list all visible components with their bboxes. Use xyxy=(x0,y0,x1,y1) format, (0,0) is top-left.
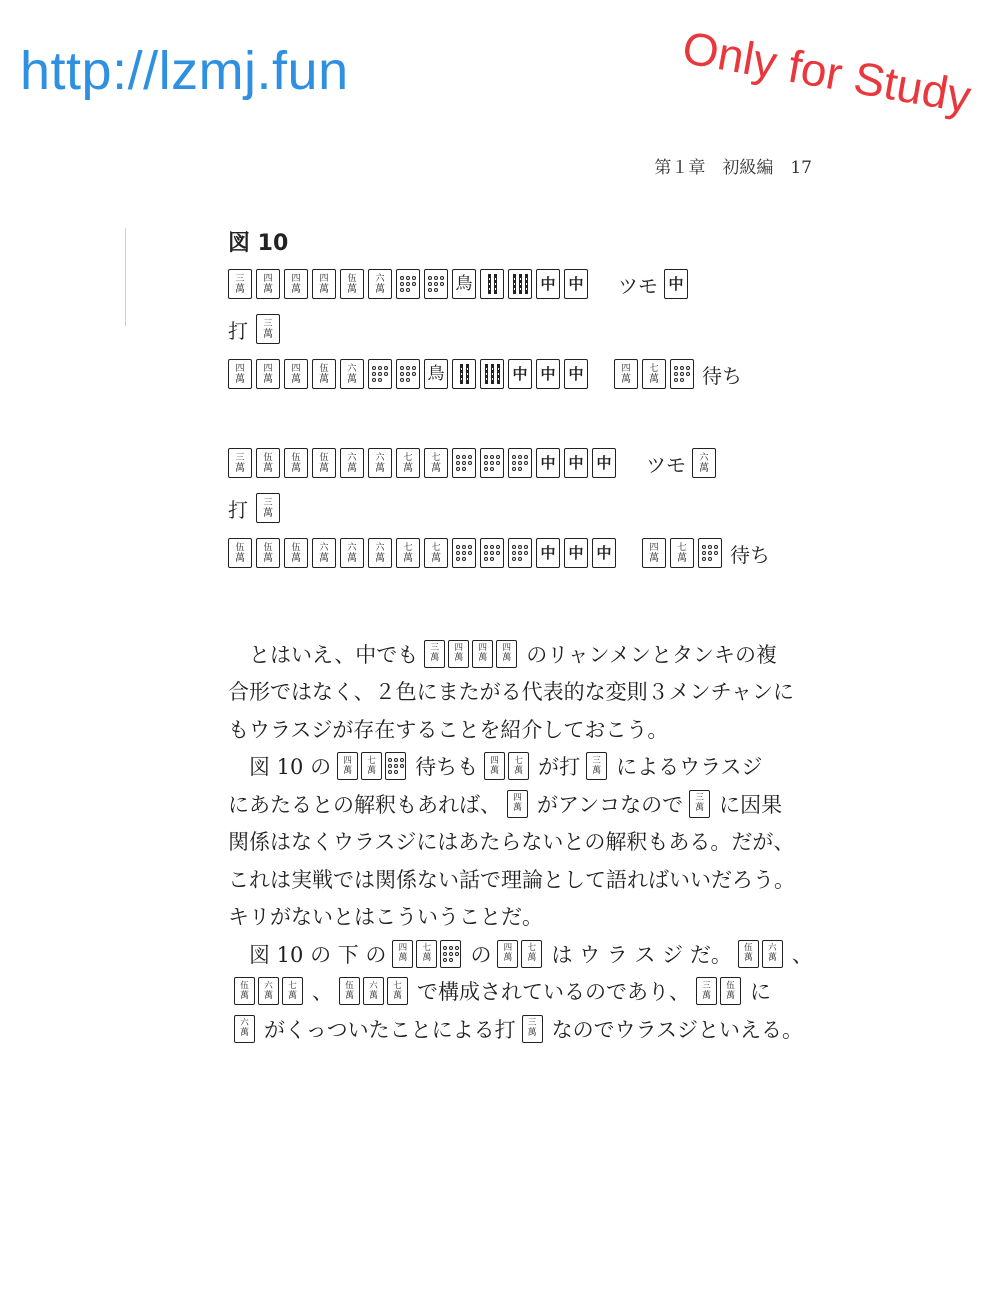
mahjong-tile-zh: 中 xyxy=(564,359,588,389)
mahjong-tile-m4: 四 萬 xyxy=(284,359,308,389)
tile-group xyxy=(392,940,464,968)
paragraph-line xyxy=(228,935,828,973)
mahjong-tile-m5: 伍 萬 xyxy=(340,269,364,299)
mahjong-tile-m4: 四 萬 xyxy=(256,359,280,389)
mahjong-tile-m6: 六 萬 xyxy=(368,448,392,478)
tile-group xyxy=(234,1015,258,1043)
mahjong-tile-m7: 七 萬 xyxy=(416,940,437,968)
mahjong-tile-m5: 伍 萬 xyxy=(256,448,280,478)
text-run: がアンコなので xyxy=(537,792,684,817)
paragraph-line xyxy=(228,973,828,1011)
mahjong-tile-zh: 中 xyxy=(564,538,588,568)
margin-rule xyxy=(125,228,126,326)
tile-group xyxy=(339,977,411,1005)
wait-label: 待ち xyxy=(702,363,742,388)
paragraph-line xyxy=(228,785,828,823)
text-run: は ウ ラ ス ジ だ。 xyxy=(551,942,732,967)
mahjong-tile-m5: 伍 萬 xyxy=(284,538,308,568)
mahjong-tile-m7: 七 萬 xyxy=(361,752,382,780)
mahjong-tile-p8 xyxy=(368,359,392,389)
figure-line xyxy=(228,491,284,525)
mahjong-tile-m5: 伍 萬 xyxy=(720,977,741,1005)
mahjong-tile-m4: 四 萬 xyxy=(614,359,638,389)
paragraph-line xyxy=(228,748,828,786)
tile-group xyxy=(664,269,692,299)
mahjong-tile-zh: 中 xyxy=(564,269,588,299)
mahjong-tile-m4: 四 萬 xyxy=(484,752,505,780)
mahjong-tile-m3: 三 萬 xyxy=(586,752,607,780)
tile-group xyxy=(586,752,610,780)
text-run: が打 xyxy=(538,755,581,780)
paragraph-line xyxy=(228,635,828,673)
mahjong-tile-p8 xyxy=(396,269,420,299)
mahjong-tile-p8 xyxy=(670,359,694,389)
mahjong-tile-m3: 三 萬 xyxy=(424,640,445,668)
tile-group xyxy=(522,1015,546,1043)
tile-group xyxy=(689,790,713,818)
mahjong-tile-m6: 六 萬 xyxy=(692,448,716,478)
mahjong-tile-m6: 六 萬 xyxy=(368,538,392,568)
mahjong-tile-zh: 中 xyxy=(536,269,560,299)
mahjong-tile-s3 xyxy=(508,269,532,299)
mahjong-tile-m7: 七 萬 xyxy=(508,752,529,780)
tile-label: ツモ xyxy=(646,452,686,477)
mahjong-tile-zh: 中 xyxy=(536,448,560,478)
mahjong-tile-m4: 四 萬 xyxy=(448,640,469,668)
text-run: なのでウラスジといえる。 xyxy=(551,1017,803,1042)
mahjong-tile-m7: 七 萬 xyxy=(424,538,448,568)
mahjong-tile-m7: 七 萬 xyxy=(396,448,420,478)
text-run: 図 10 の 下 の xyxy=(228,942,387,967)
figure-line xyxy=(228,267,692,301)
mahjong-tile-m4: 四 萬 xyxy=(256,269,280,299)
mahjong-tile-s3 xyxy=(480,359,504,389)
tile-group xyxy=(337,752,409,780)
mahjong-tile-m7: 七 萬 xyxy=(642,359,666,389)
tile-group xyxy=(497,940,545,968)
text-run: 図 10 の xyxy=(228,755,332,780)
mahjong-tile-m5: 伍 萬 xyxy=(738,940,759,968)
text-run: とはいえ、中でも xyxy=(228,642,419,667)
mahjong-tile-zh: 中 xyxy=(592,448,616,478)
mahjong-tile-zh: 中 xyxy=(508,359,532,389)
paragraph-line xyxy=(228,1010,828,1048)
mahjong-tile-p8 xyxy=(424,269,448,299)
mahjong-tile-m6: 六 萬 xyxy=(368,269,392,299)
body-paragraph xyxy=(228,635,828,1048)
text-run: で構成されているのであり、 xyxy=(417,980,690,1005)
mahjong-tile-m4: 四 萬 xyxy=(507,790,528,818)
text-run: にあたるとの解釈もあれば、 xyxy=(228,792,501,817)
tile-group xyxy=(228,538,620,568)
tile-group xyxy=(642,538,726,568)
mahjong-tile-m5: 伍 萬 xyxy=(339,977,360,1005)
text-run: の xyxy=(470,942,492,967)
mahjong-tile-m4: 四 萬 xyxy=(642,538,666,568)
text-run: によるウラスジ xyxy=(616,755,763,780)
mahjong-tile-p8 xyxy=(508,448,532,478)
tile-group xyxy=(614,359,698,389)
tile-group xyxy=(256,314,284,344)
tile-group xyxy=(234,977,306,1005)
paragraph-line xyxy=(228,860,828,898)
mahjong-tile-zh: 中 xyxy=(664,269,688,299)
mahjong-tile-m5: 伍 萬 xyxy=(228,538,252,568)
mahjong-tile-s2 xyxy=(480,269,504,299)
figure-title: 図 10 xyxy=(228,231,289,256)
paragraph-line xyxy=(228,673,828,711)
mahjong-tile-zh: 中 xyxy=(564,448,588,478)
mahjong-tile-m4: 四 萬 xyxy=(497,940,518,968)
mahjong-tile-m7: 七 萬 xyxy=(424,448,448,478)
mahjong-tile-p8 xyxy=(452,538,476,568)
tile-group xyxy=(228,359,592,389)
text-run: に xyxy=(750,980,771,1005)
text-run: 、 xyxy=(312,980,333,1005)
paragraph-line xyxy=(228,823,828,861)
mahjong-tile-m6: 六 萬 xyxy=(340,448,364,478)
mahjong-tile-m4: 四 萬 xyxy=(228,359,252,389)
mahjong-tile-s1: 鳥 xyxy=(424,359,448,389)
mahjong-tile-m3: 三 萬 xyxy=(522,1015,543,1043)
tile-group xyxy=(256,493,284,523)
mahjong-tile-m6: 六 萬 xyxy=(312,538,336,568)
tile-group xyxy=(424,640,520,668)
mahjong-tile-m3: 三 萬 xyxy=(228,448,252,478)
mahjong-tile-m5: 伍 萬 xyxy=(234,977,255,1005)
text-run: 関係はなくウラスジにはあたらないとの解釈もある。だが、 xyxy=(228,830,795,855)
mahjong-tile-m3: 三 萬 xyxy=(256,493,280,523)
mahjong-tile-s2 xyxy=(452,359,476,389)
text-run: に因果 xyxy=(719,792,783,817)
mahjong-tile-m3: 三 萬 xyxy=(256,314,280,344)
paragraph-line xyxy=(228,710,828,748)
watermark-study: Only for Study xyxy=(678,20,975,123)
mahjong-tile-m4: 四 萬 xyxy=(472,640,493,668)
mahjong-tile-m3: 三 萬 xyxy=(228,269,252,299)
mahjong-tile-p8 xyxy=(698,538,722,568)
mahjong-tile-p8 xyxy=(385,752,406,780)
mahjong-tile-m4: 四 萬 xyxy=(284,269,308,299)
mahjong-tile-m6: 六 萬 xyxy=(234,1015,255,1043)
mahjong-tile-s1: 鳥 xyxy=(452,269,476,299)
tile-group xyxy=(692,448,720,478)
figure-line xyxy=(228,446,720,480)
mahjong-tile-m6: 六 萬 xyxy=(762,940,783,968)
mahjong-tile-p8 xyxy=(480,538,504,568)
mahjong-tile-m5: 伍 萬 xyxy=(312,359,336,389)
mahjong-tile-m4: 四 萬 xyxy=(392,940,413,968)
text-run: のリャンメンとタンキの複 xyxy=(526,642,778,667)
mahjong-tile-m7: 七 萬 xyxy=(387,977,408,1005)
text-run: がくっついたことによる打 xyxy=(264,1017,516,1042)
mahjong-tile-m7: 七 萬 xyxy=(396,538,420,568)
mahjong-tile-m4: 四 萬 xyxy=(312,269,336,299)
mahjong-tile-p8 xyxy=(452,448,476,478)
mahjong-tile-m5: 伍 萬 xyxy=(284,448,308,478)
tile-label: 打 xyxy=(228,318,248,343)
mahjong-tile-m5: 伍 萬 xyxy=(256,538,280,568)
mahjong-tile-m4: 四 萬 xyxy=(337,752,358,780)
text-run: もウラスジが存在することを紹介しておこう。 xyxy=(228,717,669,742)
mahjong-tile-zh: 中 xyxy=(536,359,560,389)
text-run: 合形ではなく、２色にまたがる代表的な変則３メンチャンに xyxy=(228,680,794,705)
tile-group xyxy=(228,269,592,299)
mahjong-tile-m6: 六 萬 xyxy=(340,538,364,568)
tile-label: 打 xyxy=(228,497,248,522)
mahjong-tile-m3: 三 萬 xyxy=(696,977,717,1005)
tile-group xyxy=(484,752,532,780)
text-run: これは実戦では関係ない話で理論として語ればいいだろう。 xyxy=(228,867,795,892)
running-head: 第１章 初級編 17 xyxy=(654,158,812,178)
tile-group xyxy=(738,940,786,968)
mahjong-tile-zh: 中 xyxy=(536,538,560,568)
wait-label: 待ち xyxy=(730,542,770,567)
mahjong-tile-p8 xyxy=(480,448,504,478)
text-run: 待ちも xyxy=(415,755,479,780)
mahjong-tile-p8 xyxy=(508,538,532,568)
paragraph-line xyxy=(228,898,828,936)
text-run: キリがないとはこういうことだ。 xyxy=(228,905,543,930)
mahjong-tile-zh: 中 xyxy=(592,538,616,568)
mahjong-tile-m5: 伍 萬 xyxy=(312,448,336,478)
tile-group xyxy=(228,448,620,478)
mahjong-tile-m3: 三 萬 xyxy=(689,790,710,818)
mahjong-tile-p8 xyxy=(396,359,420,389)
mahjong-tile-m7: 七 萬 xyxy=(282,977,303,1005)
watermark-url: http://lzmj.fun xyxy=(20,41,349,101)
mahjong-tile-m7: 七 萬 xyxy=(670,538,694,568)
text-run: 、 xyxy=(791,942,813,967)
mahjong-tile-p8 xyxy=(440,940,461,968)
figure-line xyxy=(228,312,284,346)
mahjong-tile-m6: 六 萬 xyxy=(363,977,384,1005)
mahjong-tile-m4: 四 萬 xyxy=(496,640,517,668)
figure-line xyxy=(228,536,776,570)
mahjong-tile-m6: 六 萬 xyxy=(258,977,279,1005)
tile-group xyxy=(696,977,744,1005)
tile-group xyxy=(507,790,531,818)
figure-line xyxy=(228,357,748,391)
tile-label: ツモ xyxy=(618,273,658,298)
mahjong-tile-m7: 七 萬 xyxy=(521,940,542,968)
mahjong-tile-m6: 六 萬 xyxy=(340,359,364,389)
